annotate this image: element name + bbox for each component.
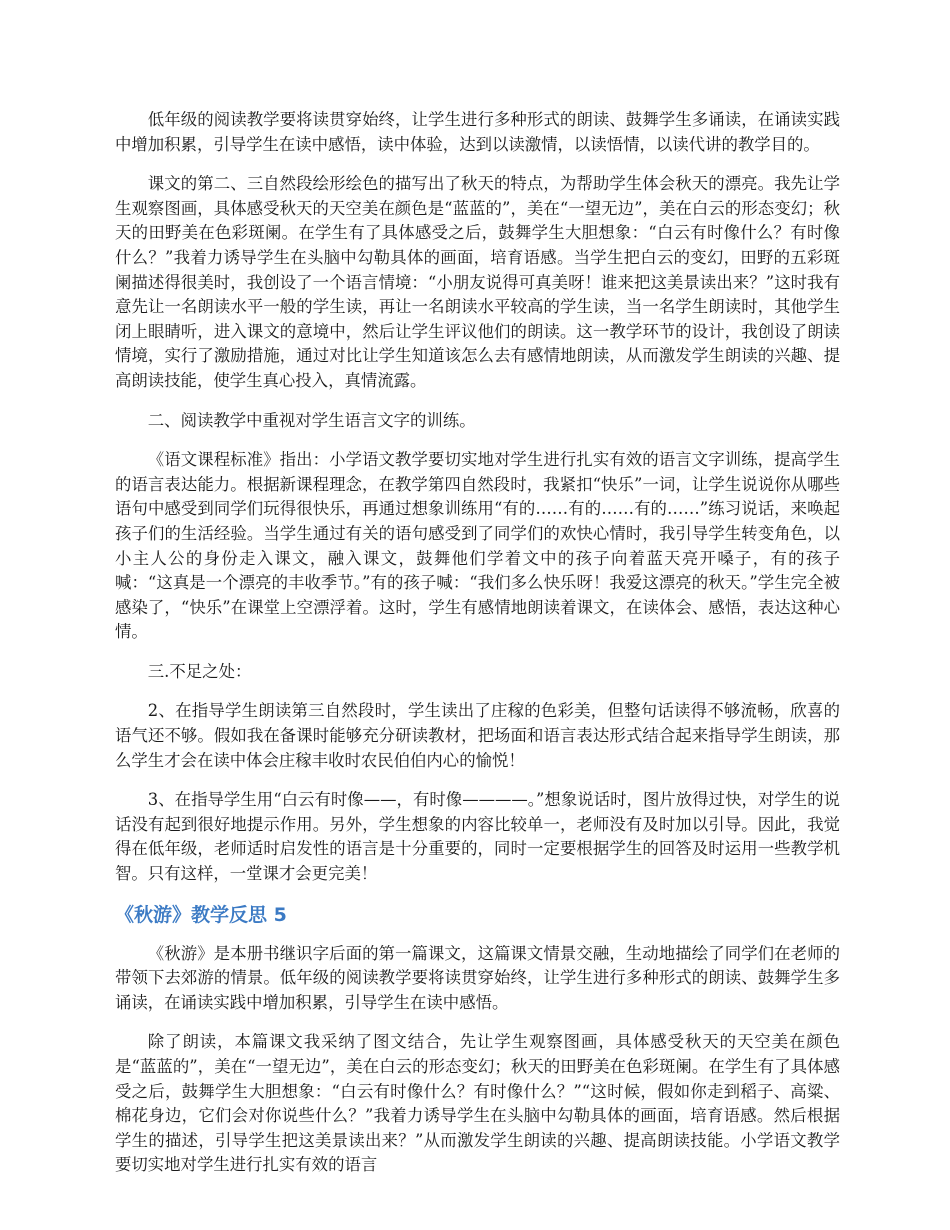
paragraph-curriculum-standard: 《语文课程标准》指出：小学语文教学要切实地对学生进行扎实有效的语言文字训练，提高学生的语言表达能力。根据新课程理念，在教学第四自然段时，我紧扣“快乐”一词，让学生说说你从哪些语句中感受到同学们玩得很快乐，再通过想象训练用“有的……有的……有的……”练习说话，来唤起孩子们的生活经验。当学生通过有关的语句感受到了同学们的欢快心情时，我引导学生转变角色，以小主人公的身份走入课文，融入课文，鼓舞他们学着文中的孩子向着蓝天亮开嗓子，有的孩子喊：“这真是一个漂亮的丰收季节。”有的孩子喊：“我们多么快乐呀！我爱这漂亮的秋天。”学生完全被感染了，“快乐”在课堂上空漂浮着。这时，学生有感情地朗读着课文，在读体会、感悟，表达这种心情。 [115,450,840,642]
paragraph-autumn-outing-intro: 《秋游》是本册书继识字后面的第一篇课文，这篇课文情景交融，生动地描绘了同学们在老师的带领下去郊游的情景。低年级的阅读教学要将读贯穿始终，让学生进行多种形式的朗读、鼓舞学生多诵读，在诵读实践中增加积累，引导学生在读中感悟。 [115,943,840,1012]
paragraph-picture-text: 除了朗读，本篇课文我采纳了图文结合，先让学生观察图画，具体感受秋天的天空美在颜色是“蓝蓝的”，美在“一望无边”，美在白云的形态变幻；秋天的田野美在色彩斑阑。在学生有了具体感受之后，鼓舞学生大胆想象：“白云有时像什么？有时像什么？”“这时候，假如你走到稻子、高粱、棉花身边，它们会对你说些什么？”我着力诱导学生在头脑中勾勒具体的画面，培育语感。然后根据学生的描述，引导学生把这美景读出来？”从而激发学生朗读的兴趣、提高朗读技能。小学语文教学要切实地对学生进行扎实有效的语言 [115,1032,840,1175]
section-heading: 《秋游》教学反思 5 [115,903,287,926]
paragraph-reading-goal: 低年级的阅读教学要将读贯穿始终，让学生进行多种形式的朗读、鼓舞学生多诵读，在诵读实践中增加积累，引导学生在读中感悟，读中体验，达到以读激情，以读悟情，以读代讲的教学目的。 [115,110,840,154]
paragraph-lesson-sections: 课文的第二、三自然段绘形绘色的描写出了秋天的特点，为帮助学生体会秋天的漂亮。我先让学生观察图画，具体感受秋天的天空美在颜色是“蓝蓝的”，美在“一望无边”，美在白云的形态变幻；秋天的田野美在色彩斑阑。在学生有了具体感受之后，鼓舞学生大胆想象：“白云有时像什么？有时像什么？”我着力诱导学生在头脑中勾勒具体的画面，培育语感。当学生把白云的变幻，田野的五彩斑阑描述得很美时，我创设了一个语言情境：“小朋友说得可真美呀！谁来把这美景读出来？”这时我有意先让一名朗读水平一般的学生读，再让一名朗读水平较高的学生读，当一名学生朗读时，其他学生闭上眼睛听，进入课文的意境中，然后让学生评议他们的朗读。这一教学环节的设计，我创设了朗读情境，实行了激励措施，通过对比让学生知道该怎么去有感情地朗读，从而激发学生朗读的兴趣、提高朗读技能，使学生真心投入，真情流露。 [115,174,840,390]
paragraph-subheading-three: 三.不足之处： [147,661,252,681]
paragraph-subheading-two: 二、阅读教学中重视对学生语言文字的训练。 [147,410,476,430]
document-page [115,108,840,1193]
paragraph-shortcoming-two: 2、在指导学生朗读第三自然段时，学生读出了庄稼的色彩美，但整句话读得不够流畅，欣喜的语气还不够。假如我在备课时能够充分研读教材，把场面和语言表达形式结合起来指导学生朗读，那么学生才会在读中体会庄稼丰收时农民伯伯内心的愉悦！ [115,701,840,770]
paragraph-shortcoming-three: 3、在指导学生用“白云有时像——，有时像————。”想象说话时，图片放得过快，对学生的说话没有起到很好地提示作用。另外，学生想象的内容比较单一，老师没有及时加以引导。因此，我觉得在低年级，老师适时启发性的语言是十分重要的，同时一定要根据学生的回答及时运用一些教学机智。只有这样，一堂课才会更完美！ [115,790,840,884]
